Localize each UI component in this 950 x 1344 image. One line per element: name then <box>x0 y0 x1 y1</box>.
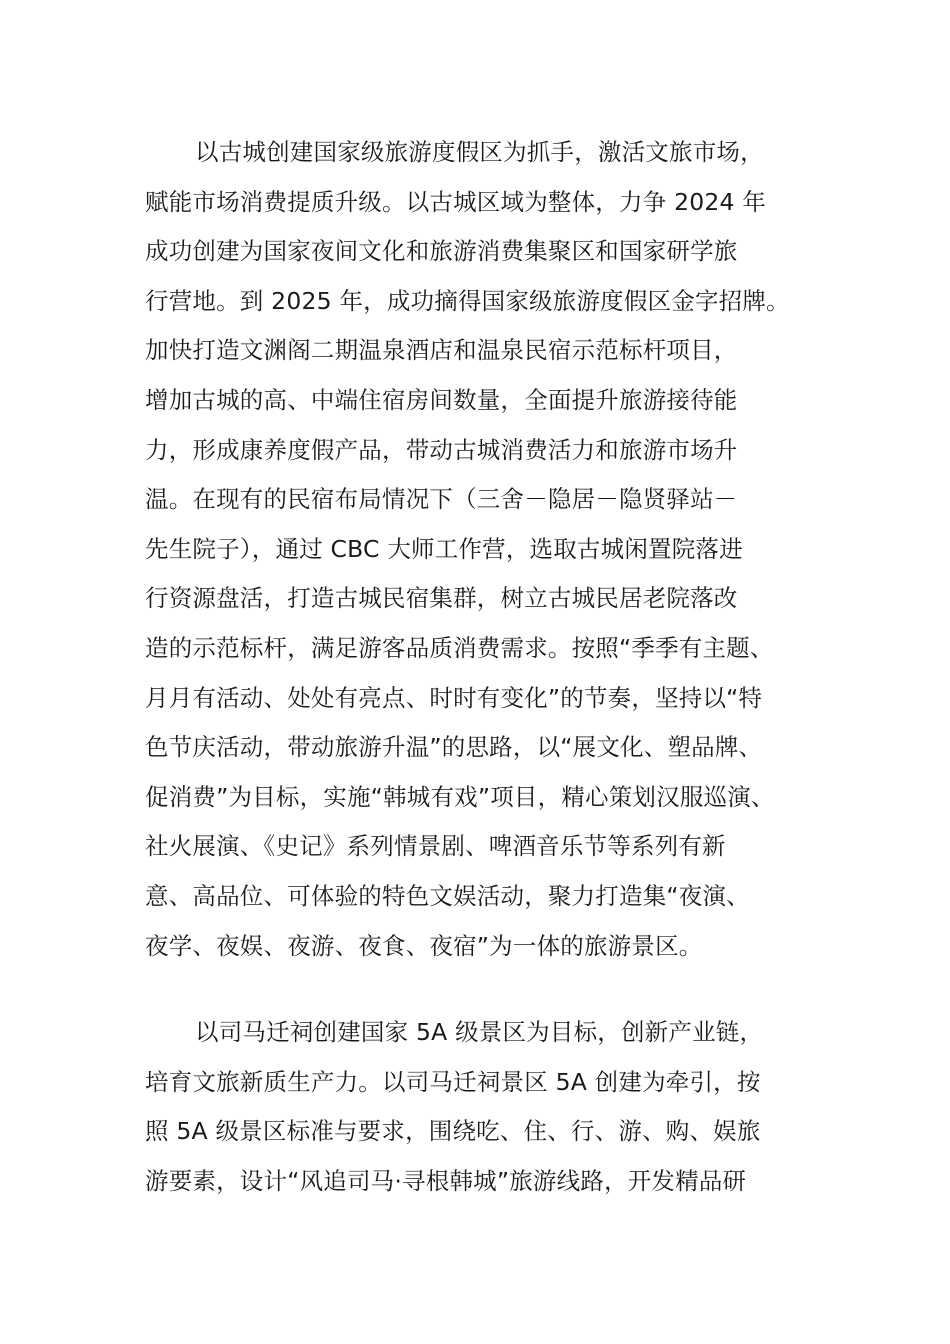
text-line: 色节庆活动，带动旅游升温”的思路，以“展文化、塑品牌、 <box>145 733 763 762</box>
text-line: 赋能市场消费提质升级。以古城区域为整体，力争 2024 年 <box>145 187 767 216</box>
text-line: 造的示范标杆，满足游客品质消费需求。按照“季季有主题、 <box>145 633 774 662</box>
text-line: 成功创建为国家夜间文化和旅游消费集聚区和国家研学旅 <box>145 237 738 266</box>
text-line: 加快打造文渊阁二期温泉酒店和温泉民宿示范标杆项目， <box>145 336 738 365</box>
paragraph-ancient-city-resort <box>145 128 825 971</box>
text-line: 温。在现有的民宿布局情况下（三舍－隐居－隐贤驿站－ <box>145 485 738 514</box>
text-line: 培育文旅新质生产力。以司马迁祠景区 5A 创建为牵引，按 <box>145 1067 761 1096</box>
text-line: 行资源盘活，打造古城民宿集群，树立古城民居老院落改 <box>145 584 738 613</box>
text-line: 意、高品位、可体验的特色文娱活动，聚力打造集“夜演、 <box>145 881 750 910</box>
text-line: 力，形成康养度假产品，带动古城消费活力和旅游市场升 <box>145 435 738 464</box>
paragraph-simaqian-temple-5a <box>145 1008 825 1206</box>
text-line: 月月有活动、处处有亮点、时时有变化”的节奏，坚持以“特 <box>145 683 763 712</box>
text-line: 游要素，设计“风追司马·寻根韩城”旅游线路，开发精品研 <box>145 1166 747 1195</box>
text-line: 增加古城的高、中端住宿房间数量，全面提升旅游接待能 <box>145 385 738 414</box>
text-line: 夜学、夜娱、夜游、夜食、夜宿”为一体的旅游景区。 <box>145 931 703 960</box>
text-line: 行营地。到 2025 年，成功摘得国家级旅游度假区金字招牌。 <box>145 286 790 315</box>
text-line: 以古城创建国家级旅游度假区为抓手，激活文旅市场， <box>195 138 764 166</box>
text-line: 促消费”为目标，实施“韩城有戏”项目，精心策划汉服巡演、 <box>145 782 775 811</box>
text-line: 以司马迁祠创建国家 5A 级景区为目标，创新产业链， <box>195 1018 764 1046</box>
text-line: 先生院子），通过 CBC 大师工作营，选取古城闲置院落进 <box>145 534 743 563</box>
text-line: 照 5A 级景区标准与要求，围绕吃、住、行、游、购、娱旅 <box>145 1117 761 1146</box>
text-line: 社火展演、《史记》系列情景剧、啤酒音乐节等系列有新 <box>145 832 726 861</box>
